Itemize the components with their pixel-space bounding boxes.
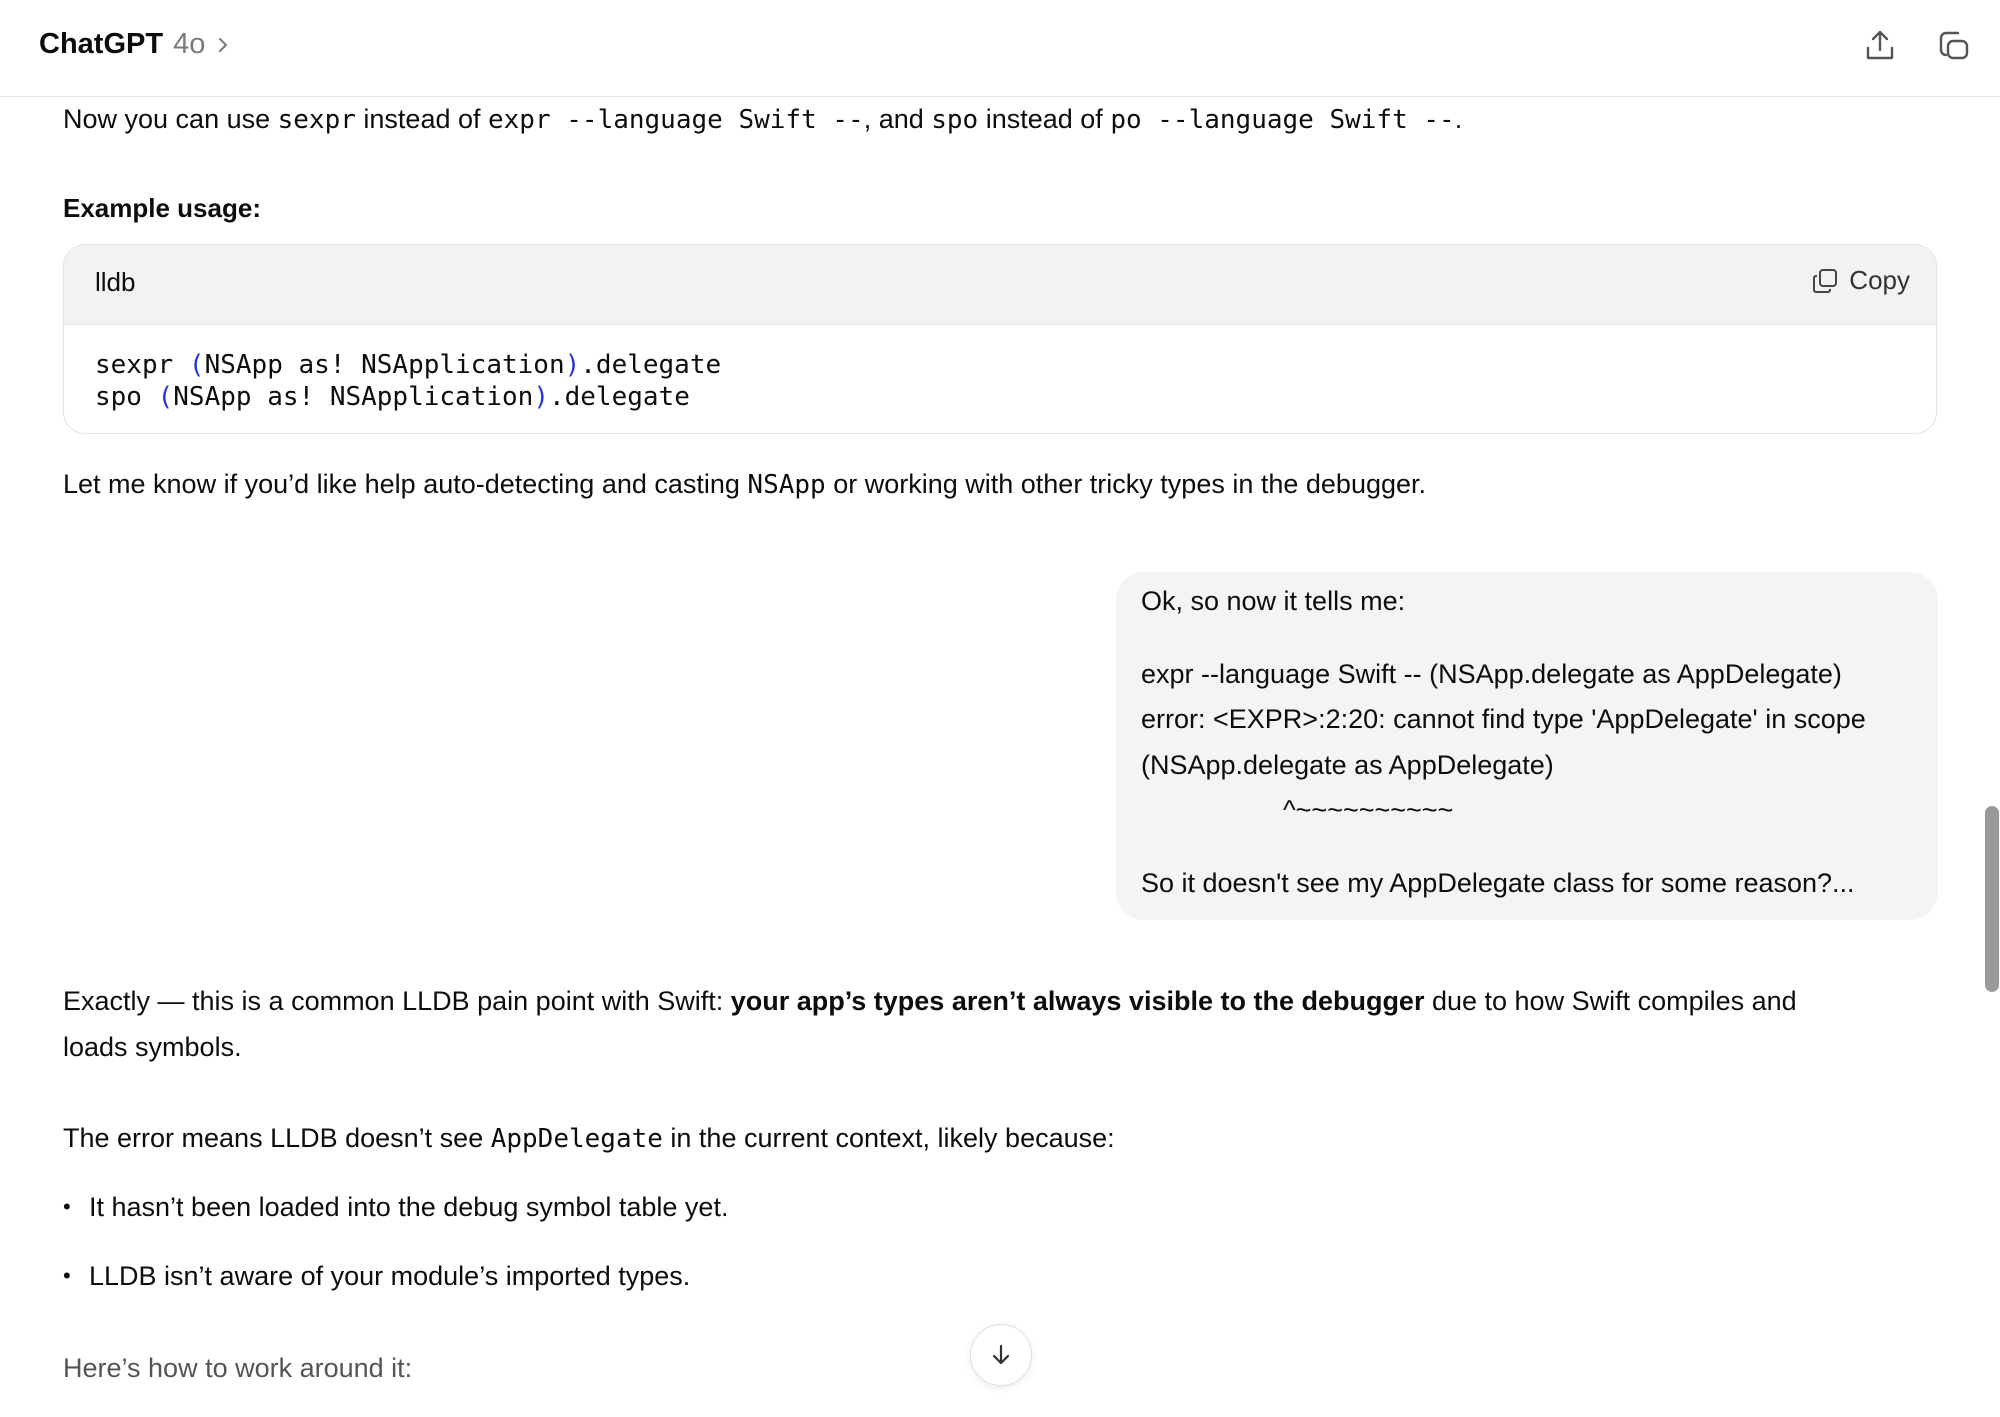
code-line	[95, 382, 690, 412]
reply-paragraph	[63, 978, 1797, 1024]
text-run: Let me know if you’d like help auto-detecting and casting	[63, 469, 748, 499]
arrow-down-icon	[988, 1342, 1014, 1368]
reply-paragraph-continued: loads symbols.	[63, 1032, 242, 1062]
follow-up-paragraph	[63, 461, 1426, 508]
text-run: due to how Swift compiles and	[1424, 986, 1797, 1016]
code-paren: )	[564, 350, 581, 380]
code-token: NSApp as! NSApplication	[173, 382, 534, 412]
code-paren: (	[157, 382, 174, 412]
code-language: lldb	[95, 267, 136, 297]
new-window-icon	[1936, 28, 1972, 64]
text-run: .	[1454, 104, 1463, 134]
user-message-bubble	[1116, 572, 1938, 920]
code-content[interactable]	[95, 349, 721, 413]
inline-code: NSApp	[747, 470, 826, 500]
inline-code: sexpr	[277, 105, 356, 135]
bold-text: your app’s types aren’t always visible to the debugger	[730, 986, 1425, 1016]
copy-label: Copy	[1849, 265, 1910, 295]
user-message-line: expr --language Swift -- (NSApp.delegate as AppDelegate)	[1141, 659, 1842, 689]
workaround-heading: Here’s how to work around it:	[63, 1353, 413, 1383]
chevron-right-icon	[215, 37, 231, 53]
list-item: • LLDB isn’t aware of your module’s imported types.	[63, 1253, 728, 1322]
code-paren: (	[188, 350, 205, 380]
text-run: in the current context, likely because:	[662, 1123, 1115, 1153]
inline-code: expr --language Swift --	[488, 105, 864, 135]
copy-button[interactable]	[1811, 265, 1910, 296]
share-button[interactable]	[1858, 24, 1902, 68]
scroll-to-bottom-button[interactable]	[970, 1324, 1032, 1386]
list-item: • It hasn’t been loaded into the debug symbol table yet.	[63, 1184, 728, 1253]
text-run: The error means LLDB doesn’t see	[63, 1123, 491, 1153]
user-message-line: Ok, so now it tells me:	[1141, 586, 1406, 616]
code-token: .delegate	[548, 382, 690, 412]
user-message-line: error: <EXPR>:2:20: cannot find type 'AppDelegate' in scope	[1141, 704, 1866, 734]
code-block-header	[64, 245, 1936, 325]
text-run: Now you can use	[63, 104, 278, 134]
new-window-button[interactable]	[1932, 24, 1976, 68]
code-token: sexpr	[95, 350, 189, 380]
inline-code: AppDelegate	[490, 1124, 663, 1154]
error-explanation-paragraph	[63, 1115, 1115, 1162]
inline-code: spo	[931, 105, 979, 135]
code-token: NSApp as! NSApplication	[204, 350, 565, 380]
intro-paragraph	[63, 96, 1462, 143]
top-bar	[0, 0, 2000, 97]
code-line	[95, 350, 721, 380]
example-heading: Example usage:	[63, 193, 261, 223]
scrollbar-thumb[interactable]	[1985, 806, 1999, 992]
code-token: .delegate	[580, 350, 722, 380]
text-run: , and	[863, 104, 932, 134]
user-message-line: ^~~~~~~~~~~	[1283, 795, 1454, 825]
text-run: Exactly — this is a common LLDB pain point with Swift:	[63, 986, 731, 1016]
text-run: instead of	[355, 104, 488, 134]
code-token: spo	[95, 382, 158, 412]
user-message-line: So it doesn't see my AppDelegate class for some reason?...	[1141, 868, 1855, 898]
text-run: instead of	[978, 104, 1111, 134]
code-block	[63, 244, 1937, 434]
code-paren: )	[533, 382, 549, 412]
app-name: ChatGPT	[39, 28, 164, 60]
text-run: or working with other tricky types in the debugger.	[825, 469, 1427, 499]
user-message-line: (NSApp.delegate as AppDelegate)	[1141, 750, 1554, 780]
reasons-list	[63, 1184, 728, 1322]
model-selector[interactable]	[39, 28, 231, 61]
share-icon	[1862, 28, 1898, 64]
copy-icon	[1811, 267, 1839, 295]
inline-code: po --language Swift --	[1110, 105, 1455, 135]
model-name: 4o	[173, 28, 206, 60]
